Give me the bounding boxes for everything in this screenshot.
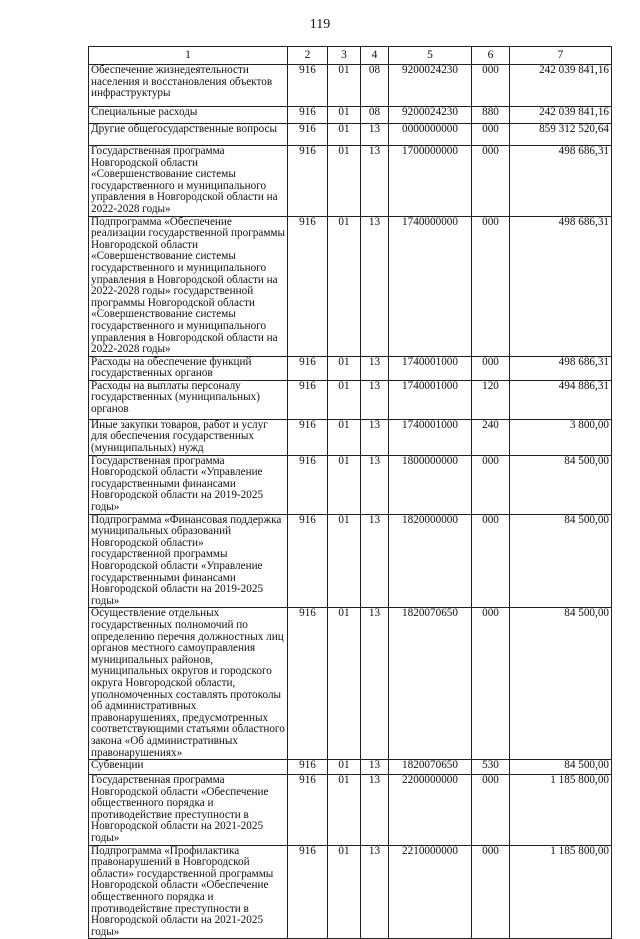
row-ministry: 916 bbox=[288, 775, 328, 846]
table-row bbox=[89, 380, 612, 419]
row-section: 01 bbox=[328, 380, 361, 419]
table-row bbox=[89, 775, 612, 846]
row-amount: 84 500,00 bbox=[510, 760, 612, 775]
row-subsection: 13 bbox=[361, 775, 389, 846]
row-section: 01 bbox=[328, 845, 361, 939]
header-col-3: 3 bbox=[328, 47, 361, 65]
row-name: Государственная программа Новгородской области «Совершенствование системы государственного и муниципального управления в Новгородской области на 2022-2028 годы» bbox=[89, 146, 288, 217]
row-target-article: 9200024230 bbox=[389, 65, 472, 107]
row-expense-type: 000 bbox=[472, 455, 510, 514]
row-target-article: 9200024230 bbox=[389, 107, 472, 124]
row-ministry: 916 bbox=[288, 216, 328, 356]
header-col-4: 4 bbox=[361, 47, 389, 65]
row-target-article: 1740001000 bbox=[389, 419, 472, 455]
row-subsection: 13 bbox=[361, 419, 389, 455]
table-row bbox=[89, 146, 612, 217]
row-amount: 84 500,00 bbox=[510, 455, 612, 514]
row-name: Расходы на обеспечение функций государственных органов bbox=[89, 356, 288, 380]
row-section: 01 bbox=[328, 760, 361, 775]
row-expense-type: 880 bbox=[472, 107, 510, 124]
row-ministry: 916 bbox=[288, 760, 328, 775]
row-amount: 84 500,00 bbox=[510, 608, 612, 760]
row-ministry: 916 bbox=[288, 356, 328, 380]
row-subsection: 13 bbox=[361, 455, 389, 514]
row-expense-type: 000 bbox=[472, 356, 510, 380]
row-name: Специальные расходы bbox=[89, 107, 288, 124]
row-ministry: 916 bbox=[288, 419, 328, 455]
row-expense-type: 120 bbox=[472, 380, 510, 419]
row-subsection: 13 bbox=[361, 356, 389, 380]
row-expense-type: 240 bbox=[472, 419, 510, 455]
header-col-5: 5 bbox=[389, 47, 472, 65]
row-expense-type: 000 bbox=[472, 65, 510, 107]
row-name: Расходы на выплаты персоналу государственных (муниципальных) органов bbox=[89, 380, 288, 419]
row-name: Иные закупки товаров, работ и услуг для обеспечения государственных (муниципальных) нужд bbox=[89, 419, 288, 455]
row-subsection: 13 bbox=[361, 514, 389, 608]
row-name: Осуществление отдельных государственных полномочий по определению перечня должностных лиц органов местного самоуправления муниципальных районов, муниципальных округов и городского округа Новгородской области, уполномоченных составлять протоколы об административных правонарушениях, предусмотренных соответствующими статьями областного закона «Об административных правонарушениях» bbox=[89, 608, 288, 760]
table-row bbox=[89, 845, 612, 939]
row-section: 01 bbox=[328, 419, 361, 455]
row-expense-type: 000 bbox=[472, 146, 510, 217]
row-section: 01 bbox=[328, 356, 361, 380]
table-row bbox=[89, 124, 612, 146]
row-expense-type: 000 bbox=[472, 775, 510, 846]
row-expense-type: 000 bbox=[472, 216, 510, 356]
header-col-2: 2 bbox=[288, 47, 328, 65]
row-amount: 859 312 520,64 bbox=[510, 124, 612, 146]
row-target-article: 1820000000 bbox=[389, 514, 472, 608]
row-name: Подпрограмма «Обеспечение реализации государственной программы Новгородской области «Совершенствование системы государственного и муниципального управления в Новгородской области на 2022-2028 годы» государственной программы Новгородской области «Совершенствование системы государственного и муниципального управления в Новгородской области на 2022-2028 годы» bbox=[89, 216, 288, 356]
table-row bbox=[89, 760, 612, 775]
row-ministry: 916 bbox=[288, 146, 328, 217]
row-amount: 3 800,00 bbox=[510, 419, 612, 455]
row-amount: 242 039 841,16 bbox=[510, 107, 612, 124]
row-target-article: 1800000000 bbox=[389, 455, 472, 514]
row-section: 01 bbox=[328, 107, 361, 124]
header-col-6: 6 bbox=[472, 47, 510, 65]
header-col-1: 1 bbox=[89, 47, 288, 65]
row-section: 01 bbox=[328, 65, 361, 107]
row-ministry: 916 bbox=[288, 514, 328, 608]
table-row bbox=[89, 216, 612, 356]
row-ministry: 916 bbox=[288, 455, 328, 514]
row-name: Обеспечение жизнедеятельности населения и восстановления объектов инфраструктуры bbox=[89, 65, 288, 107]
row-name: Другие общегосударственные вопросы bbox=[89, 124, 288, 146]
row-amount: 498 686,31 bbox=[510, 356, 612, 380]
row-subsection: 13 bbox=[361, 124, 389, 146]
row-ministry: 916 bbox=[288, 65, 328, 107]
row-expense-type: 000 bbox=[472, 514, 510, 608]
row-expense-type: 000 bbox=[472, 845, 510, 939]
row-amount: 242 039 841,16 bbox=[510, 65, 612, 107]
row-amount: 1 185 800,00 bbox=[510, 775, 612, 846]
row-subsection: 13 bbox=[361, 760, 389, 775]
row-target-article: 1700000000 bbox=[389, 146, 472, 217]
row-expense-type: 000 bbox=[472, 608, 510, 760]
row-section: 01 bbox=[328, 514, 361, 608]
table-row bbox=[89, 514, 612, 608]
row-target-article: 2210000000 bbox=[389, 845, 472, 939]
table-row bbox=[89, 107, 612, 124]
row-section: 01 bbox=[328, 124, 361, 146]
row-target-article: 1740000000 bbox=[389, 216, 472, 356]
page-number: 119 bbox=[309, 17, 331, 32]
row-name: Государственная программа Новгородской области «Обеспечение общественного порядка и противодействие преступности в Новгородской области на 2021-2025 годы» bbox=[89, 775, 288, 846]
row-ministry: 916 bbox=[288, 107, 328, 124]
row-subsection: 08 bbox=[361, 65, 389, 107]
row-section: 01 bbox=[328, 146, 361, 217]
table-row bbox=[89, 419, 612, 455]
row-subsection: 13 bbox=[361, 380, 389, 419]
row-name: Субвенции bbox=[89, 760, 288, 775]
row-ministry: 916 bbox=[288, 845, 328, 939]
header-col-7: 7 bbox=[510, 47, 612, 65]
table-row bbox=[89, 356, 612, 380]
table-row bbox=[89, 608, 612, 760]
row-ministry: 916 bbox=[288, 608, 328, 760]
row-amount: 494 886,31 bbox=[510, 380, 612, 419]
row-target-article: 1820070650 bbox=[389, 608, 472, 760]
row-subsection: 08 bbox=[361, 107, 389, 124]
row-subsection: 13 bbox=[361, 608, 389, 760]
row-expense-type: 000 bbox=[472, 124, 510, 146]
budget-table bbox=[88, 46, 612, 939]
row-expense-type: 530 bbox=[472, 760, 510, 775]
row-target-article: 1820070650 bbox=[389, 760, 472, 775]
row-ministry: 916 bbox=[288, 124, 328, 146]
table-row bbox=[89, 455, 612, 514]
row-subsection: 13 bbox=[361, 845, 389, 939]
row-name: Подпрограмма «Финансовая поддержка муниципальных образований Новгородской области» государственной программы Новгородской области «Управление государственными финансами Новгородской области на 2019-2025 годы» bbox=[89, 514, 288, 608]
row-name: Подпрограмма «Профилактика правонарушений в Новгородской области» государственной программы Новгородской области «Обеспечение общественного порядка и противодействие преступности в Новгородской области на 2021-2025 годы» bbox=[89, 845, 288, 939]
row-amount: 498 686,31 bbox=[510, 216, 612, 356]
row-target-article: 1740001000 bbox=[389, 380, 472, 419]
row-subsection: 13 bbox=[361, 146, 389, 217]
row-amount: 1 185 800,00 bbox=[510, 845, 612, 939]
table-row bbox=[89, 65, 612, 107]
row-ministry: 916 bbox=[288, 380, 328, 419]
row-section: 01 bbox=[328, 608, 361, 760]
row-amount: 84 500,00 bbox=[510, 514, 612, 608]
row-section: 01 bbox=[328, 216, 361, 356]
row-name: Государственная программа Новгородской области «Управление государственными финансами Новгородской области на 2019-2025 годы» bbox=[89, 455, 288, 514]
row-section: 01 bbox=[328, 775, 361, 846]
row-target-article: 0000000000 bbox=[389, 124, 472, 146]
row-amount: 498 686,31 bbox=[510, 146, 612, 217]
row-target-article: 1740001000 bbox=[389, 356, 472, 380]
table-header-row bbox=[89, 47, 612, 65]
row-subsection: 13 bbox=[361, 216, 389, 356]
row-section: 01 bbox=[328, 455, 361, 514]
row-target-article: 2200000000 bbox=[389, 775, 472, 846]
